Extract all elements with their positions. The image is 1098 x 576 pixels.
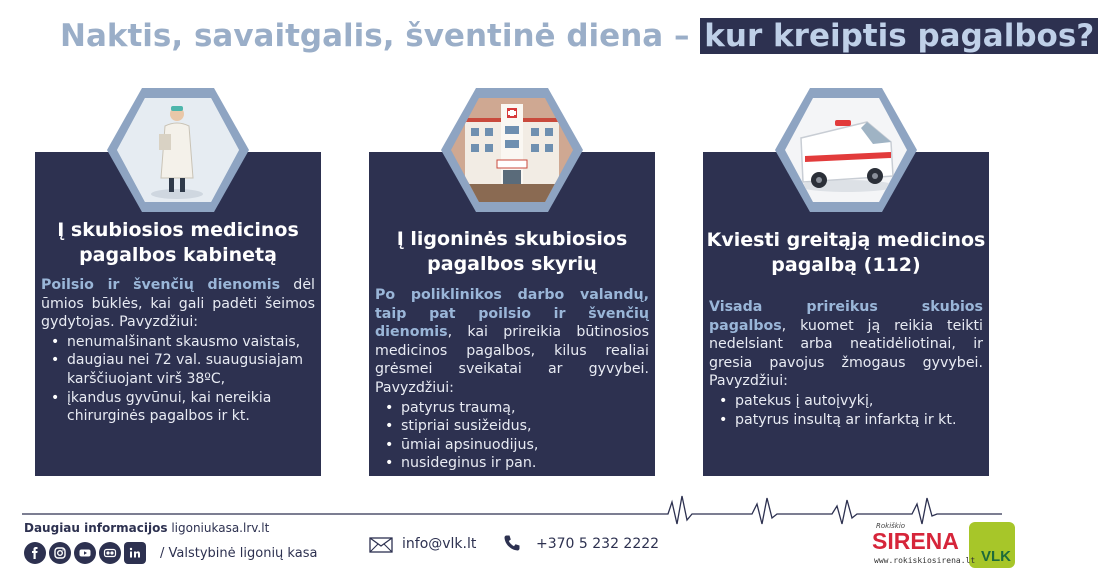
card-highlight: Visada prireikus skubios pagalbos xyxy=(709,299,983,334)
page-title xyxy=(60,18,1095,54)
page-title-part2: kur kreiptis pagalbos? xyxy=(700,18,1098,54)
card-text: , kuomet ją reikia teikti nedelsiant arba neatidėliotinai, ir gresia pavojus žmogaus gyvybei. Pavyzdžiui: xyxy=(709,317,983,390)
card-highlight: Poilsio ir švenčių dienomis xyxy=(41,277,281,293)
more-info-link[interactable]: ligoniukasa.lrv.lt xyxy=(167,521,270,535)
rokiskio-sirena-logo xyxy=(872,522,1018,572)
list-item: • patekus į autoįvykį, xyxy=(709,392,983,411)
vlk-badge xyxy=(969,522,1015,568)
phone-link[interactable]: +370 5 232 2222 xyxy=(536,536,660,552)
hospital-building-image xyxy=(441,86,583,214)
phone-icon xyxy=(503,534,521,552)
list-item: • patyrus traumą, xyxy=(375,399,649,418)
instagram-icon[interactable] xyxy=(49,542,71,564)
list-item: • stipriai susižeidus, xyxy=(375,417,649,436)
linkedin-icon[interactable] xyxy=(124,542,146,564)
card-highlight: Po poliklinikos darbo valandų, taip pat poilsio ir švenčių dienomis xyxy=(375,287,649,341)
list-item: • nusideginus ir pan. xyxy=(375,454,649,473)
list-item: • daugiau nei 72 val. suaugusiajam karščiuojant virš 38ºC, xyxy=(41,351,315,388)
facebook-icon[interactable] xyxy=(24,542,46,564)
list-item: • patyrus insultą ar infarktą ir kt. xyxy=(709,411,983,430)
list-item: • ūmiai apsinuodijus, xyxy=(375,436,649,455)
card-title: Kviesti greitąją medicinos pagalbą (112) xyxy=(706,229,986,276)
ambulance-image xyxy=(775,86,917,214)
more-info xyxy=(24,521,269,535)
more-info-label: Daugiau informacijos xyxy=(24,521,168,535)
flickr-icon[interactable] xyxy=(99,542,121,564)
page-title-part1: Naktis, savaitgalis, šventinė diena – xyxy=(60,18,701,54)
list-item: • įkandus gyvūnui, kai nereikia chirurginės pagalbos ir kt. xyxy=(41,389,315,426)
card-title: Į ligoninės skubiosios pagalbos skyrių xyxy=(396,228,628,275)
organization-name: / Valstybinė ligonių kasa xyxy=(160,546,318,561)
list-item: • nenumalšinant skausmo vaistais, xyxy=(41,333,315,352)
social-links xyxy=(24,542,146,564)
card-text: , kai prireikia būtinosios medicinos pagalbos, kilus realiai grėsmei sveikatai ar gyvybei. Pavyzdžiui: xyxy=(375,324,649,396)
email-link[interactable]: info@vlk.lt xyxy=(402,536,477,552)
card-body xyxy=(375,286,649,473)
card-bullets xyxy=(41,333,315,426)
vlk-badge-text: VLK xyxy=(981,548,1011,565)
card-text: dėl ūmios būklės, kai gali padėti šeimos gydytojas. Pavyzdžiui: xyxy=(41,277,315,331)
logo-url: www.rokiskiosirena.lt xyxy=(874,556,976,565)
email-icon xyxy=(369,537,393,553)
card-body xyxy=(41,276,315,426)
card-title: Į skubiosios medicinos pagalbos kabinetą xyxy=(57,219,299,266)
doctor-figurine-image xyxy=(107,86,249,214)
card-bullets xyxy=(375,399,649,473)
logo-main-text: SIRENA xyxy=(872,528,959,554)
card-body xyxy=(709,298,983,429)
card-bullets xyxy=(709,392,983,429)
logo-small-text: Rokiškio xyxy=(876,522,906,530)
youtube-icon[interactable] xyxy=(74,542,96,564)
